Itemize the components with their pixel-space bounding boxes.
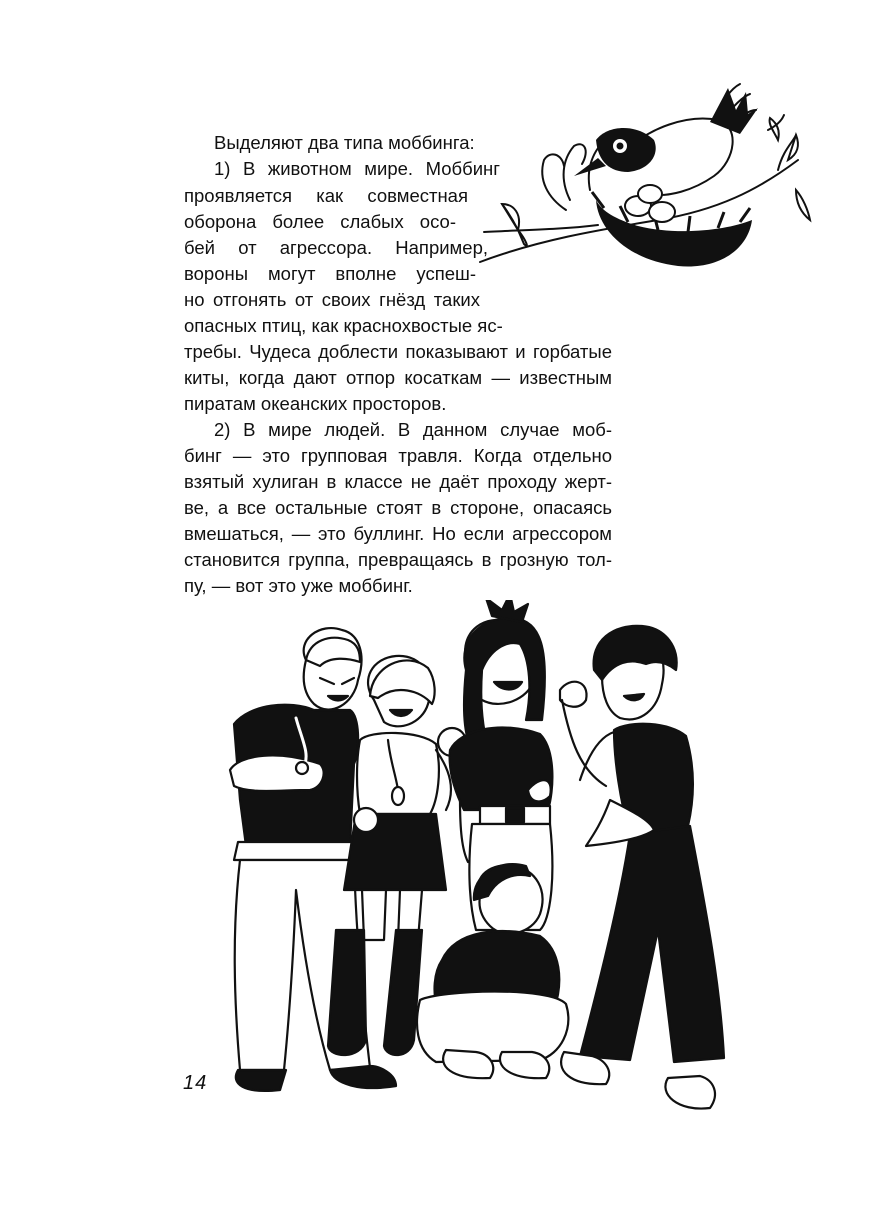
text-line: оборона более слабых осо-	[184, 211, 456, 232]
text-line: бинг — это групповая травля. Когда отдельно	[184, 445, 612, 466]
paragraph-intro: Выделяют два типа моббинга:	[214, 132, 475, 153]
text-line: проявляется как совместная	[184, 185, 468, 206]
mobbing-group-illustration	[210, 600, 730, 1140]
text-line: пу, — вот это уже моббинг.	[184, 575, 413, 596]
page-number: 14	[183, 1072, 208, 1094]
text-line: вмешаться, — это буллинг. Но если агрессором	[184, 523, 612, 544]
text-line: киты, когда дают отпор косаткам — известным	[184, 367, 612, 388]
text-line: бей от агрессора. Например,	[184, 237, 488, 258]
text-line: ве, а все остальные стоят в стороне, опасаясь	[184, 497, 612, 518]
text-line: пиратам океанских просторов.	[184, 393, 447, 414]
text-line: взятый хулиган в классе не даёт проходу жерт-	[184, 471, 612, 492]
text-line: опасных птиц, как краснохвостые яс-	[184, 315, 503, 336]
text-line: но отгонять от своих гнёзд таких	[184, 289, 480, 310]
text-line: 1) В животном мире. Моббинг	[214, 158, 500, 179]
text-line: становится группа, превращаясь в грозную тол-	[184, 549, 612, 570]
text-line: вороны могут вполне успеш-	[184, 263, 476, 284]
paragraph-second: 2) В мире людей. В данном случае моб-	[214, 419, 612, 440]
text-line: требы. Чудеса доблести показывают и горбатые	[184, 341, 612, 362]
figure-pointing	[560, 626, 724, 1109]
bird-nest-illustration	[478, 80, 814, 290]
